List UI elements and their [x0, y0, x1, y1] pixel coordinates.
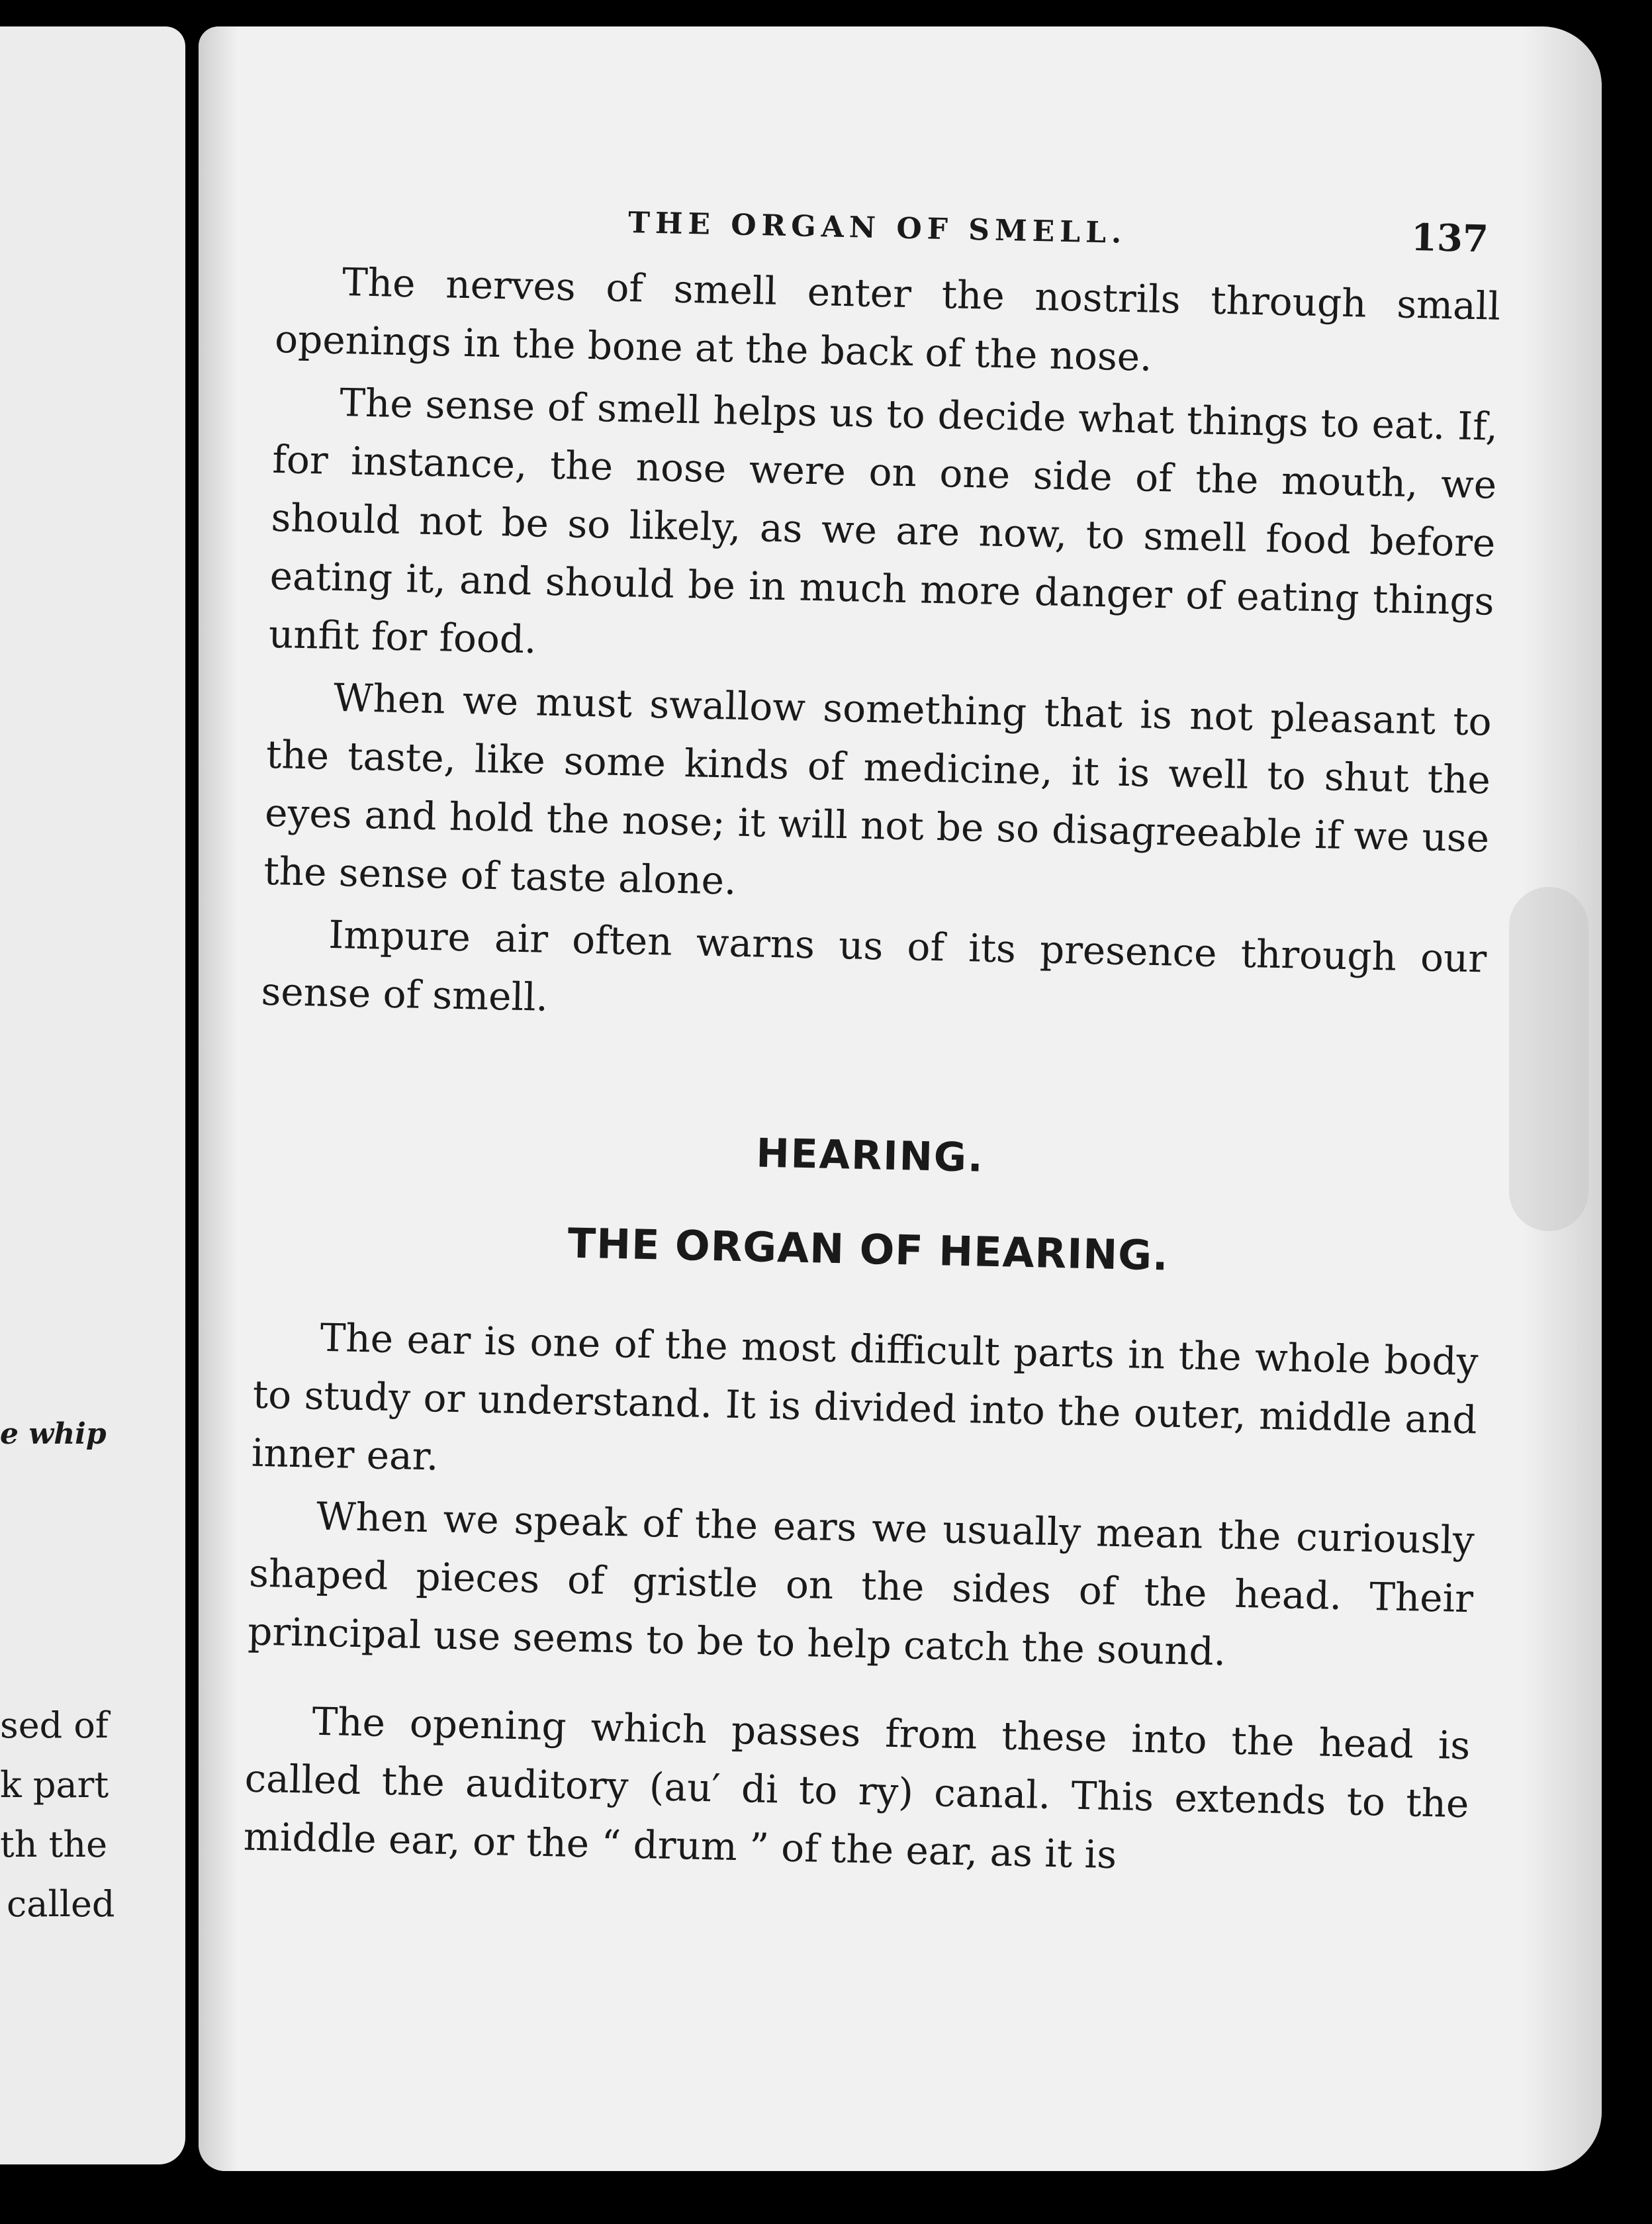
paragraph: When we speak of the ears we usually mean the curiously shaped pieces of gristle on the sides of the head. Their principal use seems to be to help catch the sound. — [247, 1493, 1475, 1675]
page-number: 137 — [1410, 215, 1489, 261]
left-facing-page — [0, 26, 185, 2164]
running-head-title: THE ORGAN OF SMELL. — [627, 206, 1127, 250]
paragraph: The nerves of smell enter the nostrils through small openings in the bone at the back of the nose. — [274, 259, 1501, 380]
spine-shadow — [199, 26, 238, 2171]
paper-stain — [1509, 887, 1588, 1231]
paragraph: The opening which passes from these into the head is called the auditory (au′ di to ry) canal. This extends to the middle ear, or the “ drum ” of the ear, as it is — [243, 1698, 1471, 1878]
page-content — [243, 192, 1502, 1895]
left-page-fragment: called — [7, 1883, 115, 1925]
left-page-fragment: sed of — [0, 1704, 109, 1746]
left-page-fragment: e whip — [0, 1417, 107, 1451]
paragraph: Impure air often warns us of its presence through our sense of smell. — [260, 911, 1487, 1020]
section-heading: HEARING. — [755, 1130, 985, 1182]
paragraph: The sense of smell helps us to decide what things to eat. If, for instance, the nose were on one side of the mouth, we should not be so likely, as we are now, to smell food before eating it, and should be in much more danger of eating things unfit for food. — [268, 380, 1498, 663]
paragraph: When we must swallow something that is not pleasant to the taste, like some kinds of medicine, it is well to shut the eyes and hold the nose; it will not be so disagreeable if we use the sense of taste alone. — [263, 674, 1492, 904]
paragraph: The ear is one of the most difficult parts in the whole body to study or understand. It is divided into the outer, middle and inner ear. — [251, 1315, 1479, 1479]
sub-heading: THE ORGAN OF HEARING. — [567, 1219, 1170, 1280]
left-page-fragment: th the — [0, 1824, 108, 1865]
left-page-fragment: k part — [0, 1764, 109, 1806]
main-page — [199, 26, 1602, 2171]
